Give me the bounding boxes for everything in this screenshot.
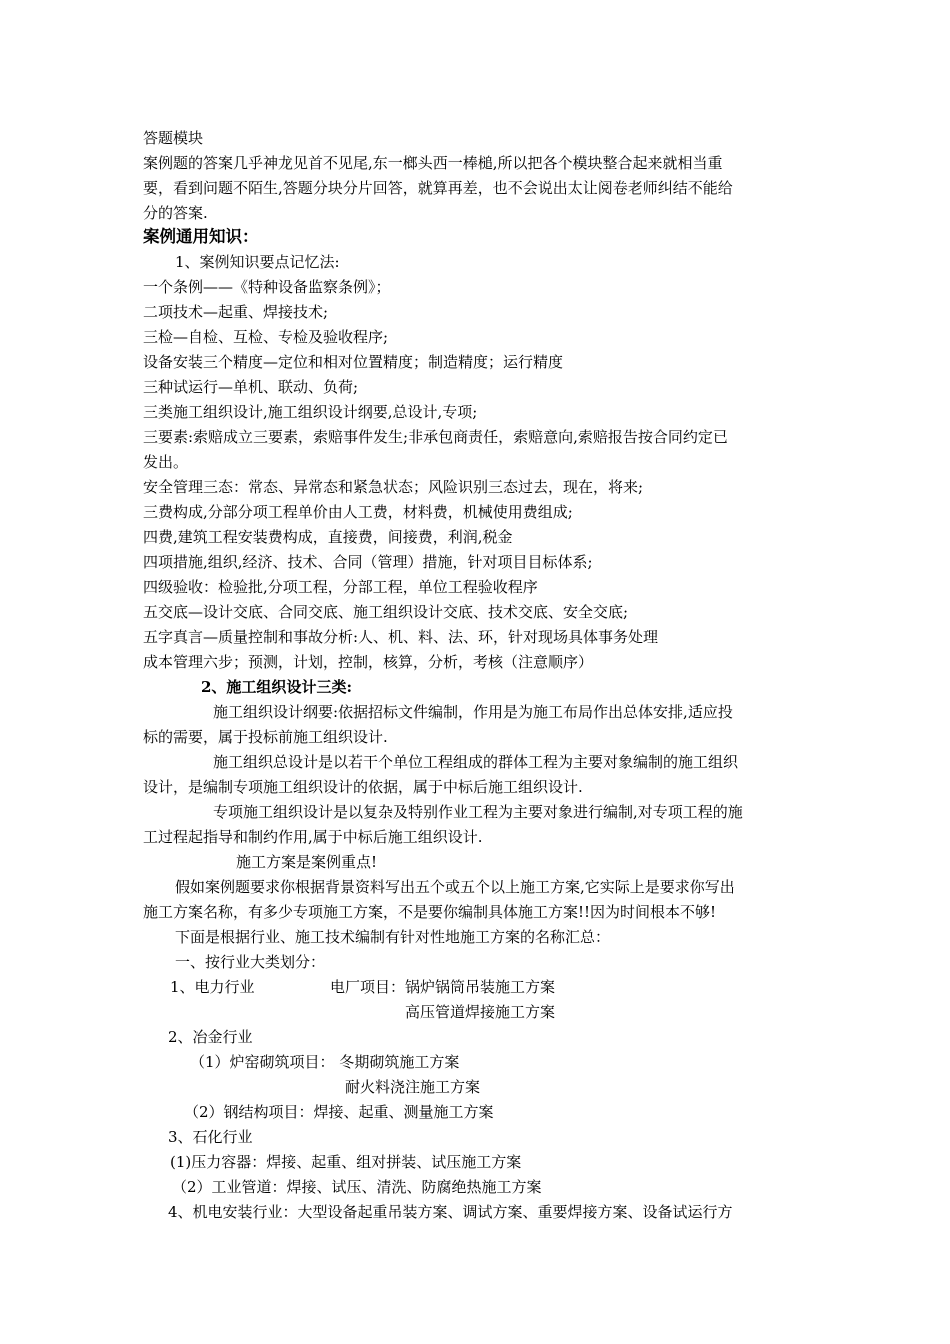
industry-metallurgy-label: 2、冶金行业 (168, 1028, 253, 1046)
mnemonic-line: 四级验收：检验批,分项工程，分部工程，单位工程验收程序 (143, 578, 538, 596)
mnemonic-line: 五字真言—质量控制和事故分析:人、机、料、法、环，针对现场具体事务处理 (143, 628, 659, 646)
design-para-line: 工过程起指导和制约作用,属于中标后施工组织设计. (143, 828, 483, 846)
mnemonic-line: 二项技术—起重、焊接技术; (143, 303, 329, 321)
mnemonic-line: 设备安装三个精度—定位和相对位置精度；制造精度；运行精度 (143, 353, 564, 371)
industry-title: 一、按行业大类划分： (175, 953, 326, 971)
subsection-title: 1、案例知识要点记忆法: (175, 253, 340, 271)
industry-power-project: 电厂项目：锅炉锅筒吊装施工方案 (330, 978, 556, 996)
mnemonic-line: 发出。 (143, 453, 189, 471)
industry-mech-label: 4、机电安装行业：大型设备起重吊装方案、调试方案、重要焊接方案、设备试运行方 (168, 1203, 733, 1221)
industry-power-label: 1、电力行业 (170, 978, 255, 996)
design-para-line: 施工组织总设计是以若干个单位工程组成的群体工程为主要对象编制的施工组织 (213, 753, 739, 771)
plan-key-line: 施工方案是案例重点! (236, 853, 378, 871)
mnemonic-line: 一个条例——《特种设备监察条例》； (143, 278, 391, 296)
industry-furnace-project-2: 耐火料浇注施工方案 (345, 1078, 481, 1096)
mnemonic-line: 三费构成,分部分项工程单价由人工费，材料费，机械使用费组成; (143, 503, 573, 521)
design-para-line: 施工组织设计纲要:依据招标文件编制，作用是为施工布局作出总体安排,适应投 (213, 703, 733, 721)
mnemonic-line: 安全管理三态：常态、异常态和紧急状态；风险识别三态过去，现在，将来; (143, 478, 644, 496)
mnemonic-line: 三类施工组织设计,施工组织设计纲要,总设计,专项; (143, 403, 478, 421)
plan-para-line: 假如案例题要求你根据背景资料写出五个或五个以上施工方案,它实际上是要求你写出 (175, 878, 735, 896)
intro-line: 案例题的答案几乎神龙见首不见尾,东一榔头西一棒槌,所以把各个模块整合起来就相当重 (143, 154, 723, 172)
subsection-title: 2、施工组织设计三类: (201, 678, 352, 696)
plan-para-line: 下面是根据行业、施工技术编制有针对性地施工方案的名称汇总： (175, 928, 611, 946)
design-para-line: 设计，是编制专项施工组织设计的依据，属于中标后施工组织设计. (143, 778, 583, 796)
mnemonic-line: 四项措施,组织,经济、技术、合同（管理）措施，针对项目目标体系; (143, 553, 593, 571)
industry-industrial-pipe: （2）工业管道：焊接、试压、清洗、防腐绝热施工方案 (172, 1178, 542, 1196)
mnemonic-line: 四费,建筑工程安装费构成，直接费，间接费，利润,税金 (143, 528, 513, 546)
industry-petro-label: 3、石化行业 (168, 1128, 253, 1146)
industry-pressure-vessel: (1)压力容器：焊接、起重、组对拼装、试压施工方案 (170, 1153, 522, 1171)
mnemonic-line: 三检—自检、互检、专检及验收程序; (143, 328, 389, 346)
industry-furnace-project: （1）炉窑砌筑项目： 冬期砌筑施工方案 (190, 1053, 460, 1071)
design-para-line: 专项施工组织设计是以复杂及特别作业工程为主要对象进行编制,对专项工程的施 (213, 803, 743, 821)
section-title: 案例通用知识： (143, 227, 259, 246)
design-para-line: 标的需要，属于投标前施工组织设计. (143, 728, 388, 746)
mnemonic-line: 成本管理六步；预测，计划，控制，核算，分析，考核（注意顺序） (143, 653, 594, 671)
mnemonic-line: 三种试运行—单机、联动、负荷; (143, 378, 359, 396)
intro-line: 要，看到问题不陌生,答题分块分片回答，就算再差，也不会说出太让阅卷老师纠结不能给 (143, 179, 733, 197)
intro-line: 分的答案. (143, 204, 208, 222)
industry-steel-project: （2）钢结构项目：焊接、起重、测量施工方案 (184, 1103, 494, 1121)
plan-para-line: 施工方案名称，有多少专项施工方案，不是要你编制具体施工方案!!因为时间根本不够! (143, 903, 717, 921)
mnemonic-line: 三要素:索赔成立三要素，索赔事件发生;非承包商责任，索赔意向,索赔报告按合同约定已 (143, 428, 728, 446)
module-title: 答题模块 (143, 129, 204, 147)
mnemonic-line: 五交底—设计交底、合同交底、施工组织设计交底、技术交底、安全交底; (143, 603, 629, 621)
industry-power-project-2: 高压管道焊接施工方案 (405, 1003, 556, 1021)
